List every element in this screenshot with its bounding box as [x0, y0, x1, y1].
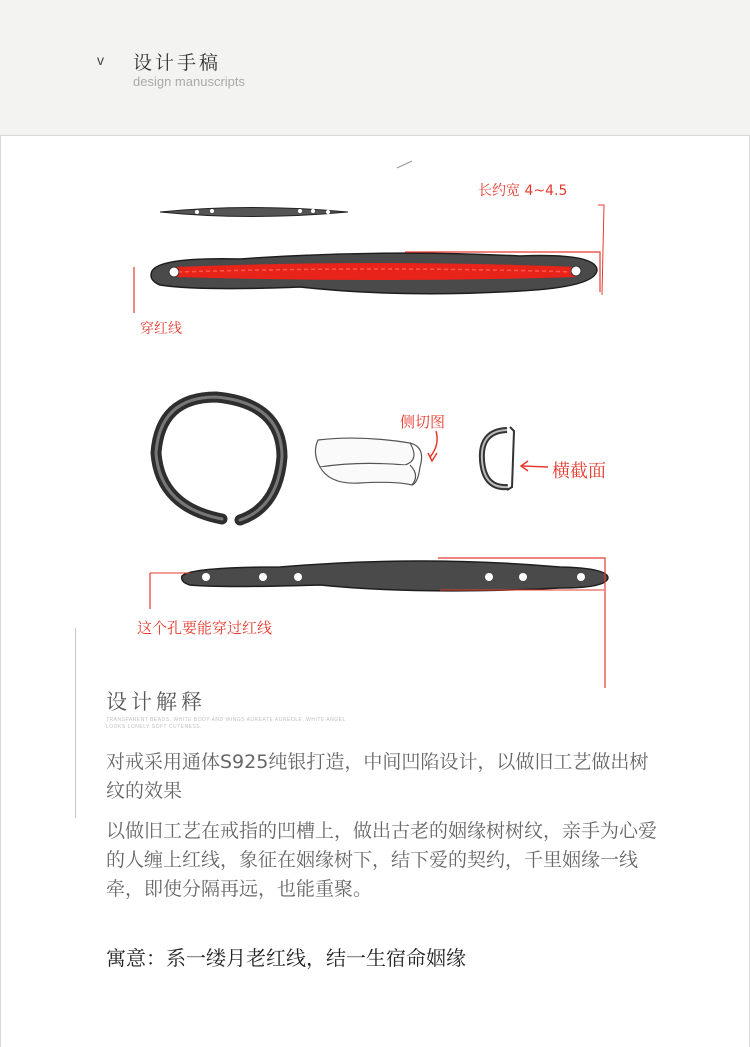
main-band-sketch: [151, 253, 597, 294]
annotation-holes: 这个孔要能穿过红线: [137, 619, 273, 637]
header-banner: [0, 0, 750, 135]
bottom-band-sketch: [182, 561, 608, 591]
ring-sketch: [156, 397, 282, 520]
page-subtitle: design manuscripts: [133, 74, 245, 89]
decorative-divider: [75, 628, 76, 818]
annotation-side-cut: 侧切图: [400, 413, 446, 431]
header-marker: v: [97, 52, 104, 68]
design-sketch: [0, 135, 750, 695]
side-cut-sketch: [315, 431, 437, 485]
page-title: 设计手稿: [133, 52, 222, 74]
description-paragraph: 以做旧工艺在戒指的凹槽上，做出古老的姻缘树树纹，亲手为心爱的人缠上红线，象征在姻缘树下，结下爱的契约，千里姻缘一线牵，即使分隔再远，也能重聚。: [106, 820, 658, 900]
description-paragraph: 对戒采用通体S925纯银打造，中间凹陷设计，以做旧工艺做出树纹的效果: [106, 751, 649, 802]
annotation-length: 长约宽 4~4.5: [478, 183, 568, 199]
thin-band-sketch: [160, 208, 348, 217]
annotation-red-thread: 穿红线: [140, 321, 182, 337]
arrow-icon: [522, 466, 548, 467]
annotation-cross-section: 横截面: [552, 461, 606, 482]
dimension-line: [598, 205, 604, 295]
meaning-text: 寓意：系一缕月老红线，结一生宿命姻缘: [106, 946, 466, 970]
cross-section-sketch: [482, 427, 514, 490]
pencil-stroke: [397, 161, 412, 168]
section-title: 设计解释: [106, 690, 206, 714]
section-subtitle: TRANSPARENT BEADS, WHITE BODY AND WINGS AUREATE AUREOLE, WHITE ANGEL LOOKS LONELY SOFT CUTENESS.: [106, 717, 346, 730]
